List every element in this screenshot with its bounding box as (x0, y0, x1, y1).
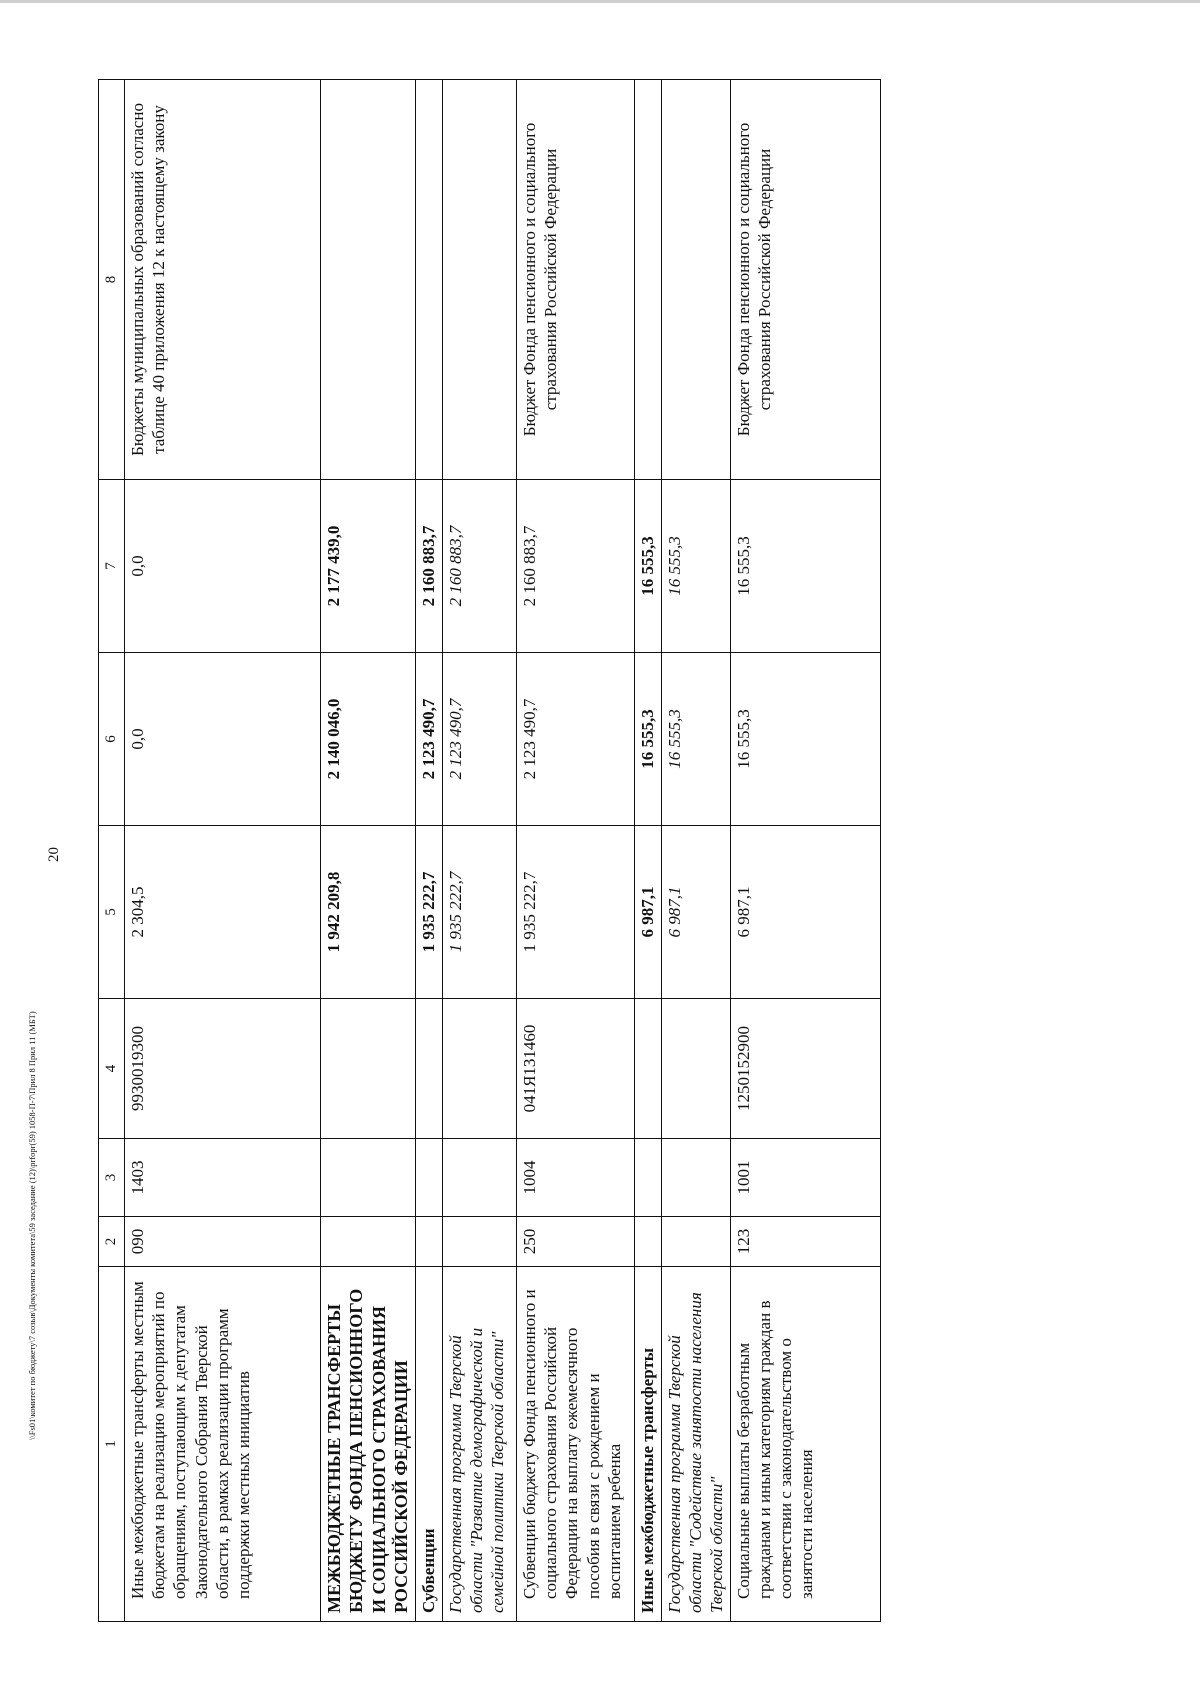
column-number: 6 (99, 653, 125, 826)
amount-col5: 6 987,1 (661, 826, 730, 999)
target-article (661, 999, 730, 1139)
amount-col6: 16 555,3 (730, 653, 880, 826)
recipient (661, 80, 730, 480)
column-number: 2 (99, 1217, 125, 1267)
column-number: 8 (99, 80, 125, 480)
recipient (320, 80, 415, 480)
column-number: 3 (99, 1139, 125, 1217)
target-article: 041Я131460 (516, 999, 634, 1139)
section-code: 1004 (516, 1139, 634, 1217)
section-code (320, 1139, 415, 1217)
table-row (634, 80, 661, 1622)
table-row (516, 80, 634, 1622)
target-article (442, 999, 516, 1139)
target-article: 9930019300 (124, 999, 320, 1139)
section-code (415, 1139, 442, 1217)
admin-code (320, 1217, 415, 1267)
table-row (124, 80, 320, 1622)
target-article: 1250152900 (730, 999, 880, 1139)
row-name: Субвенции (415, 1267, 442, 1622)
row-name: Субвенции бюджету Фонда пенсионного и социального страхования Российской Федерации на выплату ежемесячного пособия в связи с рождением и воспитанием ребенка (516, 1267, 634, 1622)
admin-code: 123 (730, 1217, 880, 1267)
recipient (634, 80, 661, 480)
admin-code (661, 1217, 730, 1267)
amount-col6: 2 123 490,7 (442, 653, 516, 826)
recipient: Бюджет Фонда пенсионного и социального страхования Российской Федерации (730, 80, 880, 480)
section-code (442, 1139, 516, 1217)
row-name: Государственная программа Тверской области "Развитие демографической и семейной политики Тверской области" (442, 1267, 516, 1622)
amount-col7: 2 160 883,7 (415, 480, 442, 653)
amount-col6: 2 140 046,0 (320, 653, 415, 826)
section-code: 1001 (730, 1139, 880, 1217)
recipient: Бюджет Фонда пенсионного и социального страхования Российской Федерации (516, 80, 634, 480)
amount-col6: 16 555,3 (634, 653, 661, 826)
amount-col7: 2 160 883,7 (516, 480, 634, 653)
column-number: 1 (99, 1267, 125, 1622)
recipient (415, 80, 442, 480)
amount-col6: 0,0 (124, 653, 320, 826)
amount-col7: 2 177 439,0 (320, 480, 415, 653)
amount-col7: 16 555,3 (661, 480, 730, 653)
rotated-table-sheet (98, 80, 1162, 1622)
amount-col7: 16 555,3 (730, 480, 880, 653)
table-row (442, 80, 516, 1622)
amount-col5: 1 935 222,7 (415, 826, 442, 999)
amount-col5: 1 935 222,7 (516, 826, 634, 999)
row-name: Иные межбюджетные трансферты местным бюджетам на реализацию мероприятий по обращениям, поступающим к депутатам Законодательного Собрания Тверской области, в рамках реализации программ поддержки местных инициатив (124, 1267, 320, 1622)
recipient: Бюджеты муниципальных образований согласно таблице 40 приложения 12 к настоящему закону (124, 80, 320, 480)
amount-col6: 16 555,3 (661, 653, 730, 826)
section-code: 1403 (124, 1139, 320, 1217)
column-number: 7 (99, 480, 125, 653)
amount-col6: 2 123 490,7 (516, 653, 634, 826)
table-row (415, 80, 442, 1622)
file-path-footer: \\Fs01\комитет по бюджету\7 созыв\Документы комитета\59 заседание (12)\prfopr(59) 1058-П-7\Прил 8 Прил 11 (МБТ) (27, 1011, 37, 1440)
amount-col7: 0,0 (124, 480, 320, 653)
admin-code (415, 1217, 442, 1267)
admin-code (634, 1217, 661, 1267)
admin-code (442, 1217, 516, 1267)
budget-transfers-table (98, 79, 881, 1622)
amount-col7: 2 160 883,7 (442, 480, 516, 653)
section-code (634, 1139, 661, 1217)
amount-col5: 6 987,1 (730, 826, 880, 999)
column-number: 4 (99, 999, 125, 1139)
column-number-row (99, 80, 125, 1622)
section-code (661, 1139, 730, 1217)
target-article (320, 999, 415, 1139)
target-article (415, 999, 442, 1139)
row-name: Социальные выплаты безработным гражданам и иным категориям граждан в соответствии с законодательством о занятости населения (730, 1267, 880, 1622)
amount-col5: 1 935 222,7 (442, 826, 516, 999)
scan-edge (0, 0, 1200, 3)
row-name: Иные межбюджетные трансферты (634, 1267, 661, 1622)
target-article (634, 999, 661, 1139)
amount-col5: 1 942 209,8 (320, 826, 415, 999)
table-row (661, 80, 730, 1622)
recipient (442, 80, 516, 480)
amount-col5: 6 987,1 (634, 826, 661, 999)
table-row (320, 80, 415, 1622)
table-row (730, 80, 880, 1622)
row-name: МЕЖБЮДЖЕТНЫЕ ТРАНСФЕРТЫ БЮДЖЕТУ ФОНДА ПЕНСИОННОГО И СОЦИАЛЬНОГО СТРАХОВАНИЯ РОССИЙСКОЙ ФЕДЕРАЦИИ (320, 1267, 415, 1622)
admin-code: 250 (516, 1217, 634, 1267)
admin-code: 090 (124, 1217, 320, 1267)
column-number: 5 (99, 826, 125, 999)
page-number: 20 (46, 847, 62, 862)
row-name: Государственная программа Тверской области "Содействие занятости населения Тверской области" (661, 1267, 730, 1622)
amount-col6: 2 123 490,7 (415, 653, 442, 826)
amount-col5: 2 304,5 (124, 826, 320, 999)
amount-col7: 16 555,3 (634, 480, 661, 653)
